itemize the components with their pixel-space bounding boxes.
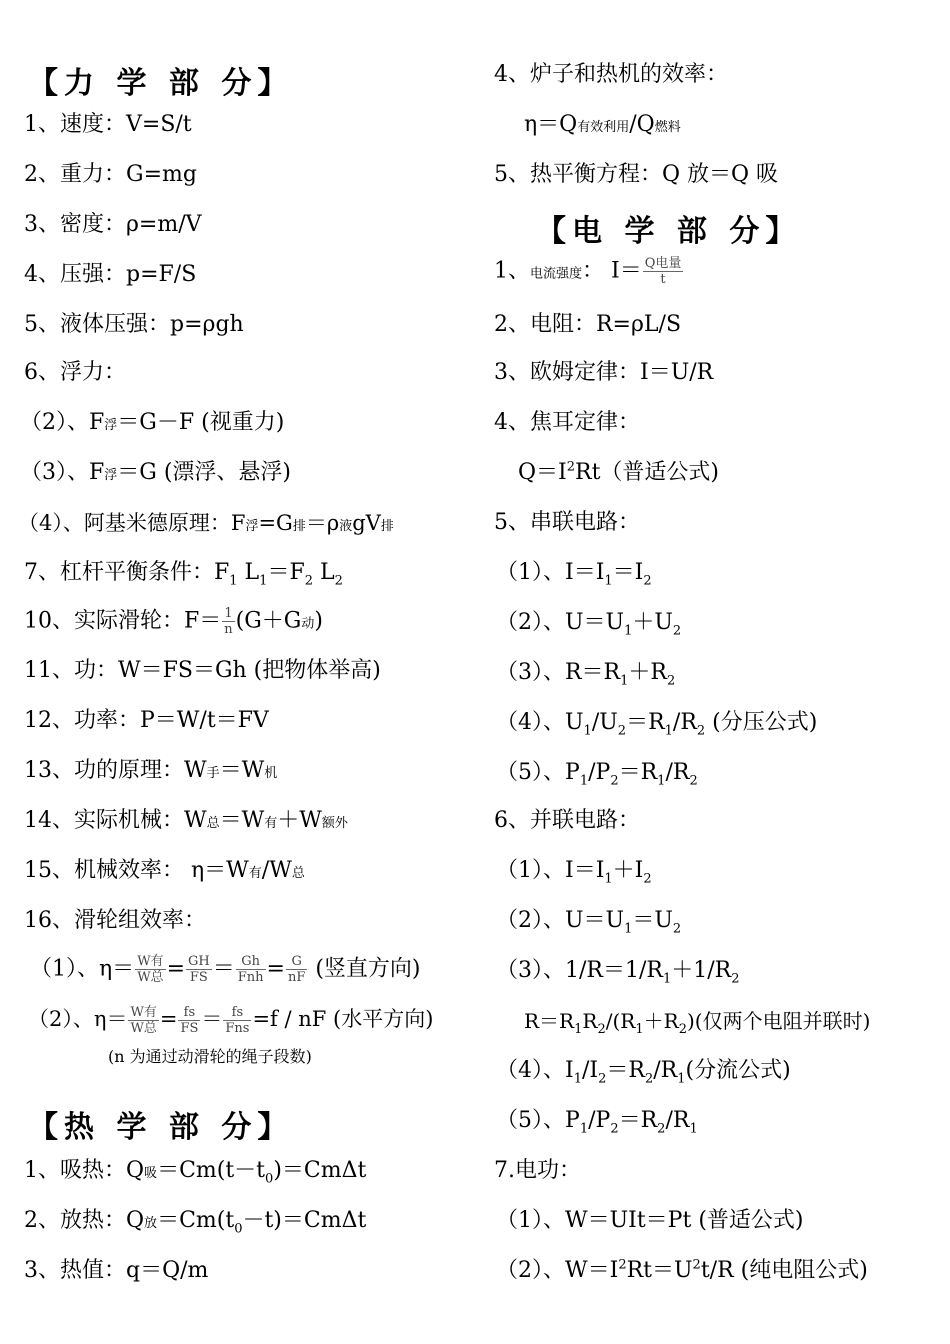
fraction: $\frac{1}{n}$ bbox=[224, 606, 233, 637]
formula-pressure: 4、压强：p=F/S bbox=[24, 262, 197, 287]
parallel-current-divider: （4）、$I_1/I_2=R_2/R_1$(分流公式) bbox=[496, 1058, 791, 1087]
formula-furnace-efficiency: η＝Q有效利用/Q燃料 bbox=[524, 112, 681, 137]
formula-heat-balance: 5、热平衡方程：Q 放＝Q 吸 bbox=[494, 162, 779, 187]
formula-efficiency: 15、机械效率： η＝W有/W总 bbox=[24, 858, 305, 883]
formula-archimedes: （4）、阿基米德原理：F浮=G排＝ρ液gV排 bbox=[18, 511, 394, 535]
fraction: $\frac{\text{Q电量}}{t}$ bbox=[644, 256, 682, 287]
series-power: （5）、$P_1/P_2=R_1/R_2$ bbox=[496, 760, 698, 789]
formula-pulley-eff-horizontal: （2）、η＝ $\frac{\text{W有}}{\text{W总}}$ = $\frac{fs}{FS}$ ＝ $\frac{fs}{\text{Fns}}$ =f / nF (水平方向) bbox=[28, 1005, 434, 1036]
formula-power: 12、功率：P＝W/t＝FV bbox=[24, 708, 269, 733]
formula-work-principle: 13、功的原理：W手＝W机 bbox=[24, 758, 278, 783]
fraction: $\frac{Gh}{\text{Fnh}}$ bbox=[237, 954, 264, 985]
formula-furnace-efficiency-title: 4、炉子和热机的效率： bbox=[494, 62, 728, 87]
electric-work-title: 7.电功： bbox=[494, 1158, 581, 1183]
formula-heat-release: 2、放热：Q放$=Cm(t_0-t)=Cm\Delta t$ bbox=[24, 1208, 367, 1237]
parallel-resistance: （3）、$1/R=1/R_1+1/R_2$ bbox=[496, 958, 740, 987]
formula-buoyancy-2: （2）、F浮＝G－F (视重力) bbox=[20, 410, 285, 435]
electricity-heading: 【电 学 部 分】 bbox=[536, 214, 802, 249]
formula-lever: 7、杠杆平衡条件：$F_1$ $L_1=F_2$ $L_2$ bbox=[24, 560, 343, 589]
formula-heat-value: 3、热值：q＝Q/m bbox=[24, 1258, 209, 1283]
formula-pulley: 10、实际滑轮：F＝ $\frac{1}{n}$ (G＋G动) bbox=[24, 606, 323, 637]
series-voltage-divider: （4）、$U_1/U_2=R_1/R_2$ (分压公式) bbox=[496, 710, 818, 739]
heat-heading: 【热 学 部 分】 bbox=[28, 1110, 294, 1145]
fraction: $\frac{\text{W有}}{\text{W总}}$ bbox=[137, 954, 164, 985]
parallel-power: （5）、$P_1/P_2=R_2/R_1$ bbox=[496, 1108, 698, 1137]
fraction: $\frac{fs}{FS}$ bbox=[180, 1005, 199, 1036]
pulley-note: (n 为通过动滑轮的绳子段数) bbox=[108, 1047, 312, 1066]
formula-pulley-eff-vertical: （1）、η＝ $\frac{\text{W有}}{\text{W总}}$ = $\frac{GH}{FS}$ ＝ $\frac{Gh}{\text{Fnh}}$ = $\frac{G}{nF}$ (竖直方向) bbox=[30, 954, 421, 985]
electric-work-resistive: （2）、$W=I^2Rt=U^2t/R$ (纯电阻公式) bbox=[496, 1257, 868, 1283]
parallel-circuit-title: 6、并联电路： bbox=[494, 808, 640, 833]
mechanics-heading: 【力 学 部 分】 bbox=[28, 66, 294, 101]
formula-liquid-pressure: 5、液体压强：p=ρgh bbox=[24, 312, 244, 337]
formula-heat-absorb: 1、吸热：Q吸$=Cm(t-t_0)=Cm\Delta t$ bbox=[24, 1158, 367, 1187]
electric-work-general: （1）、W＝UIt＝Pt (普适公式) bbox=[496, 1208, 804, 1233]
series-circuit-title: 5、串联电路： bbox=[494, 510, 640, 535]
series-current: （1）、$I=I_1=I_2$ bbox=[496, 560, 652, 589]
formula-pulley-efficiency-title: 16、滑轮组效率： bbox=[24, 908, 206, 933]
formula-work: 11、功：W＝FS＝Gh (把物体举高) bbox=[24, 658, 381, 683]
formula-gravity: 2、重力：G=mg bbox=[24, 162, 197, 187]
formula-buoyancy-3: （3）、F浮＝G (漂浮、悬浮) bbox=[20, 460, 292, 485]
formula-ohm: 3、欧姆定律：I＝U/R bbox=[494, 360, 714, 385]
parallel-voltage: （2）、$U=U_1=U_2$ bbox=[496, 908, 682, 937]
fraction: $\frac{GH}{FS}$ bbox=[188, 954, 210, 985]
formula-real-machine: 14、实际机械：W总＝W有＋W额外 bbox=[24, 808, 348, 833]
formula-joule: $Q=I^2Rt$（普适公式) bbox=[518, 459, 720, 485]
parallel-current: （1）、$I=I_1+I_2$ bbox=[496, 858, 652, 887]
formula-speed: 1、速度：V=S/t bbox=[24, 112, 192, 137]
formula-resistance: 2、电阻：R=ρL/S bbox=[494, 312, 682, 337]
formula-density: 3、密度：ρ=m/V bbox=[24, 212, 202, 237]
series-voltage: （2）、$U=U_1+U_2$ bbox=[496, 610, 682, 639]
fraction: $\frac{\text{W有}}{\text{W总}}$ bbox=[130, 1005, 157, 1036]
fraction: $\frac{G}{nF}$ bbox=[287, 954, 306, 985]
formula-buoyancy-title: 6、浮力： bbox=[24, 360, 126, 385]
formula-joule-title: 4、焦耳定律： bbox=[494, 410, 640, 435]
series-resistance: （3）、$R=R_1+R_2$ bbox=[496, 660, 676, 689]
formula-current: 1、电流强度： I＝ $\frac{\text{Q电量}}{t}$ bbox=[494, 256, 682, 287]
fraction: $\frac{fs}{\text{Fns}}$ bbox=[225, 1005, 250, 1036]
parallel-two-resistors: $R=R_1R_2/(R_1+R_2)$(仅两个电阻并联时) bbox=[524, 1009, 871, 1037]
